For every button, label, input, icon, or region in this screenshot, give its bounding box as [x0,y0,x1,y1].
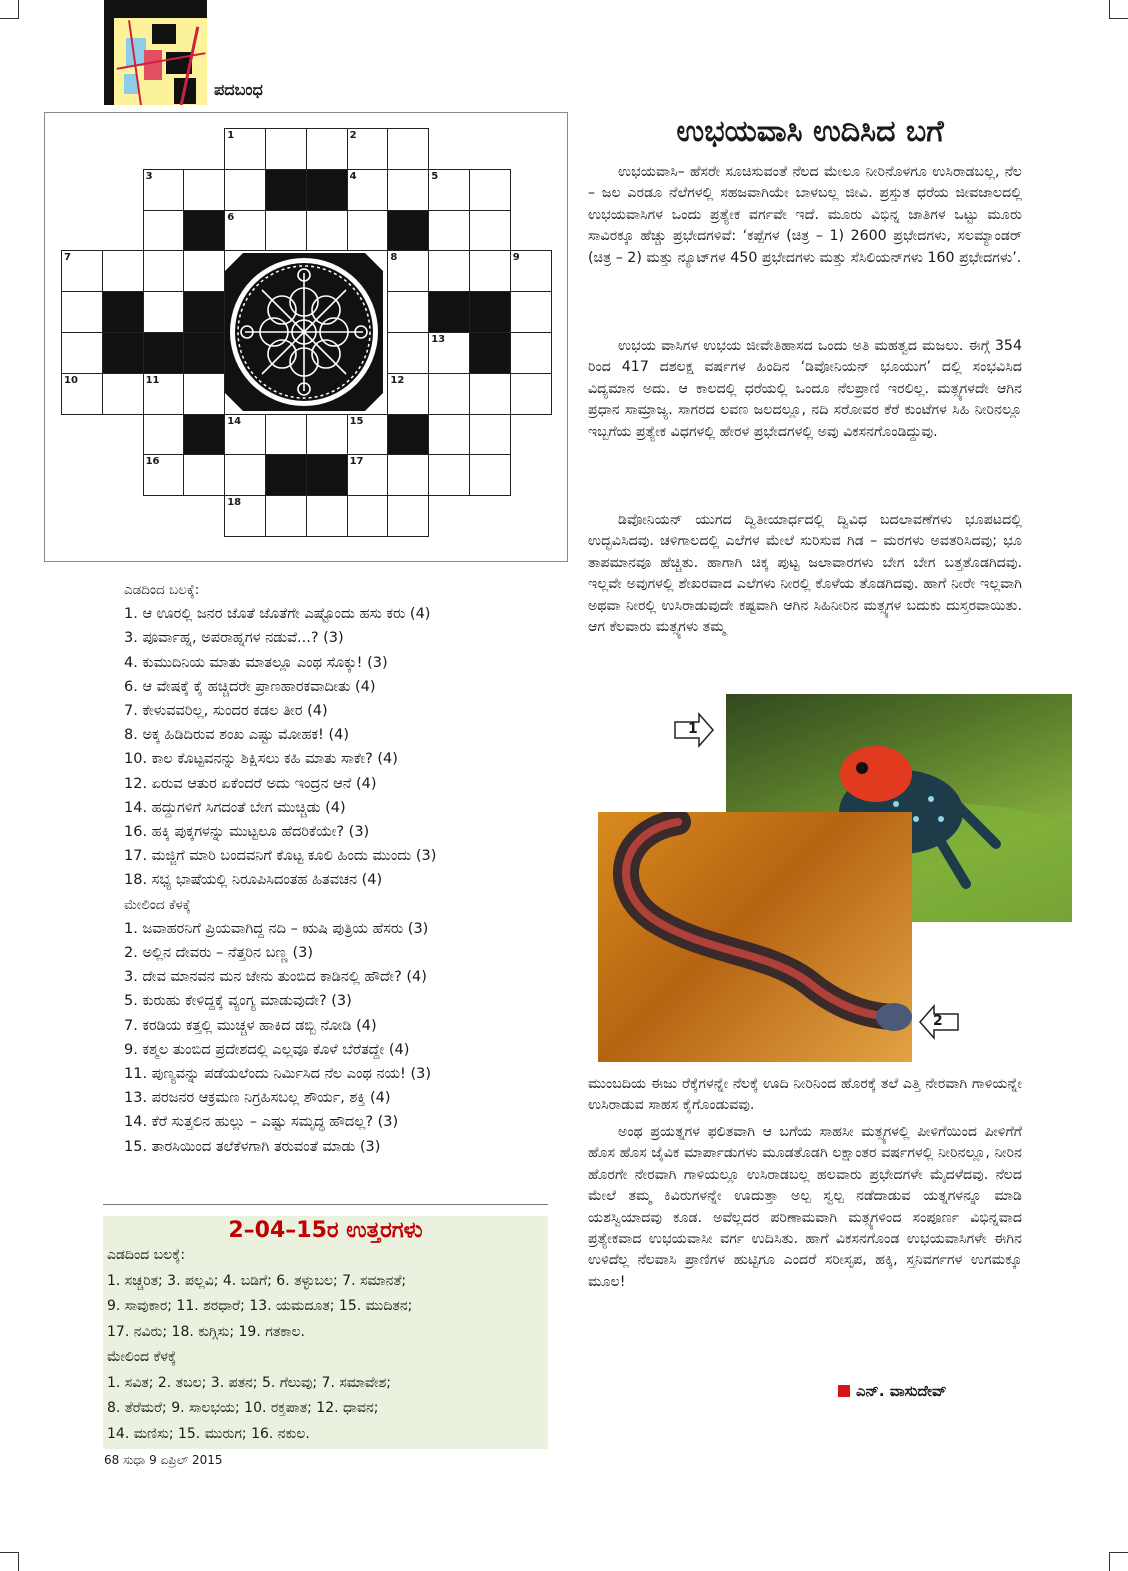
crossword-cell[interactable] [306,414,348,456]
crossword-block [102,291,144,333]
crossword-cell[interactable] [347,414,389,456]
crossword-cell[interactable] [143,169,185,211]
clue-number: 4 [349,170,357,182]
clue-item: 14. ಕೆರೆ ಸುತ್ತಲಿನ ಹುಲ್ಲು – ಎಷ್ಟು ಸಮೃದ್ಧ ಹೌದಲ್ಲ? (3) [124,1114,399,1131]
clue-number: 1 [227,130,235,141]
crossword-block [183,210,225,252]
crossword-cell[interactable] [143,414,185,456]
crossword-cell[interactable] [306,128,348,170]
crossword-block [469,291,511,333]
answers-down-line: 8. ತೆರೆಮರೆ; 9. ಸಾಲಭಯ; 10. ರಕ್ತಪಾತ; 12. ಧಾವನ; [107,1400,379,1416]
crossword-cell[interactable] [428,332,470,374]
crossword-cell[interactable] [102,373,144,415]
clue-item: 7. ಕೇಳುವವರಿಲ್ಲ, ಸುಂದರ ಕಡಲ ತೀರ (4) [124,703,328,720]
clue-number: 9 [512,252,520,264]
crossword-cell[interactable] [183,169,225,211]
crossword-cell[interactable] [183,373,225,415]
crossword-cell[interactable] [387,128,429,170]
clue-item: 16. ಹಕ್ಕಿ ಪುಕ್ಕಗಳನ್ನು ಮುಟ್ಟಲೂ ಹೆದರಿಕೆಯೇ? (3) [124,824,370,841]
article-paragraph: ಡಿವೋನಿಯನ್ ಯುಗದ ದ್ವಿತೀಯಾರ್ಧದಲ್ಲಿ ದ್ವಿವಿಧ ಬದಲಾವಣೆಗಳು ಭೂಪಟದಲ್ಲಿ ಉದ್ಭವಿಸಿದವು. ಚಳಿಗಾಲದಲ್ಲಿ ಎಲೆಗಳ ಮೇಲೆ ಸುರಿಸುವ ಗಿಡ – ಮರಗಳು ಅವತರಿಸಿದವು; ಭೂ ತಾಪಮಾನವೂ ಹೆಚ್ಚಿತು. ಹಾಗಾಗಿ ಚಿಕ್ಕ ಪುಟ್ಟ ಜಲಾವಾರಗಳು ಬೇಗ ಬೇಗ ಬತ್ತತೊಡಗಿದವು. ಇಲ್ಲವೇ ಅವುಗಳಲ್ಲಿ ಶೇಖರವಾದ ಎಲೆಗಳು ನೀರಲ್ಲಿ ಕೊಳೆಯ ತೊಡಗಿದವು. ಹಾಗೆ ನೀರೇ ಇಲ್ಲವಾಗಿ ಅಥವಾ ನೀರಲ್ಲಿ ಉಸಿರಾಡುವುದೇ ಕಷ್ಟವಾಗಿ ಆಗಿನ ಸಿಹಿನೀರಿನ ಮತ್ಸ್ಯಗಳ ಬದುಕು ದುಸ್ತರವಾಯಿತು. ಆಗ ಕೆಲವಾರು ಮತ್ಸ್ಯಗಳು ತಮ್ಮ [588,512,1022,636]
crossword-cell[interactable] [428,210,470,252]
crossword-cell[interactable] [428,169,470,211]
clue-item: 1. ಜವಾಹರನಿಗೆ ಪ್ರಿಯವಾಗಿದ್ದ ನದಿ – ಋಷಿ ಪುತ್ರಿಯ ಹೆಸರು (3) [124,920,429,937]
crossword-cell[interactable] [428,373,470,415]
crossword-cell[interactable] [224,454,266,496]
crossword-block [183,291,225,333]
crossword-cell[interactable] [387,169,429,211]
crossword-cell[interactable] [387,250,429,292]
crossword-cell[interactable] [469,414,511,456]
figure-2-marker [918,1004,960,1040]
across-clues-list [124,602,564,892]
crossword-cell[interactable] [61,332,103,374]
across-clues-title: ಎಡದಿಂದ ಬಲಕ್ಕೆ: [124,582,200,598]
crossword-cell[interactable] [469,454,511,496]
crossword-cell[interactable] [143,250,185,292]
clue-number: 12 [390,374,405,386]
clue-item: 11. ಪುಣ್ಯವನ್ನು ಪಡೆಯಲೆಂದು ನಿರ್ಮಿಸಿದ ನೆಲ ಎಂಥ ನಯ! (3) [124,1066,432,1083]
author-byline [838,1382,947,1400]
clue-item: 18. ಸಭ್ಯ ಭಾಷೆಯಲ್ಲಿ ನಿರೂಪಿಸಿದಂತಹ ಹಿತವಚನ (4) [124,872,383,889]
clue-item: 10. ಕಾಲ ಕೊಟ್ಟವನನ್ನು ಶಿಕ್ಷಿಸಲು ಕಹಿ ಮಾತು ಸಾಕೇ? (4) [124,751,398,768]
crossword-cell[interactable] [224,128,266,170]
crossword-cell[interactable] [306,495,348,537]
crop-mark-bottom-right [1109,1552,1128,1571]
clue-item: 1. ಆ ಊರಲ್ಲಿ ಜನರ ಜೊತೆ ಜೊತೆಗೇ ಎಷ್ಟೊಂದು ಹಸು ಕರು (4) [124,606,431,623]
author-name: ಎನ್. ವಾಸುದೇವ್ [856,1382,947,1400]
crossword-cell[interactable] [469,169,511,211]
crossword-cell[interactable] [102,250,144,292]
crossword-cell[interactable] [469,210,511,252]
author-marker-icon [838,1385,850,1397]
clue-item: 6. ಆ ವೇಷಕ್ಕೆ ಕೈ ಹಚ್ಚಿದರೇ ಪ್ರಾಣಹಾರಕವಾದೀತು (4) [124,678,376,695]
clue-number: 15 [349,415,364,427]
figure-2-label: 2 [933,1013,943,1029]
clue-item: 9. ಕಶ್ಮಲ ತುಂಬಿದ ಪ್ರದೇಶದಲ್ಲಿ ಎಲ್ಲವೂ ಕೊಳೆ ಬೆರೆತದ್ದೇ (4) [124,1041,410,1058]
answers-across-title: ಎಡದಿಂದ ಬಲಕ್ಕೆ: [107,1247,186,1263]
crossword-cell[interactable] [347,454,389,496]
crossword-cell[interactable] [183,454,225,496]
section-label: ಪದಬಂಧ [214,80,263,99]
article-paragraph: ಮುಂಬದಿಯ ಈಜು ರೆಕ್ಕೆಗಳನ್ನೇ ನೆಲಕ್ಕೆ ಊದಿ ನೀರಿನಿಂದ ಹೊರಕ್ಕೆ ತಲೆ ಎತ್ತಿ ನೇರವಾಗಿ ಗಾಳಿಯನ್ನೇ ಉಸಿರಾಡುವ ಸಾಹಸ ಕೈಗೊಂಡುವವು. [588,1076,1022,1114]
down-clues-list [124,917,564,1159]
clue-item: 5. ಕುರುಹು ಕೇಳಿದ್ದಕ್ಕೆ ವ್ಯಂಗ್ಯ ಮಾಡುವುದೇ? (3) [124,993,352,1010]
crossword-cell[interactable] [224,495,266,537]
crossword-cell[interactable] [183,250,225,292]
salamander-photo [598,812,912,1062]
crossword-cell[interactable] [347,210,389,252]
crossword-cell[interactable] [143,373,185,415]
clue-item: 3. ಪೂರ್ವಾಹ್ನ, ಅಪರಾಹ್ನಗಳ ನಡುವೆ...? (3) [124,630,344,647]
crossword-block [265,454,307,496]
clue-number: 14 [227,415,242,427]
clue-number: 6 [227,211,235,223]
crossword-cell[interactable] [387,373,429,415]
clue-number: 5 [431,170,439,182]
clue-item: 2. ಅಲ್ಲಿನ ದೇವರು – ನೆತ್ತರಿನ ಬಣ್ಣ (3) [124,945,313,962]
crossword-cell[interactable] [306,210,348,252]
crossword-cell[interactable] [61,373,103,415]
crossword-block [428,291,470,333]
clue-number: 8 [390,252,398,264]
clue-number: 11 [145,374,160,386]
clue-number: 16 [145,456,160,468]
article-paragraph: ಉಭಯವಾಸಿ– ಹೆಸರೇ ಸೂಚಿಸುವಂತೆ ನೆಲದ ಮೇಲೂ ನೀರಿನೊಳಗೂ ಉಸಿರಾಡಬಲ್ಲ, ನೆಲ – ಜಲ ಎರಡೂ ನೆಲೆಗಳಲ್ಲಿ ಸಹಜವಾಗಿಯೇ ಬಾಳಬಲ್ಲ ಜೀವಿ. ಪ್ರಸ್ತುತ ಧರೆಯ ಜೀವಜಾಲದಲ್ಲಿ ಉಭಯವಾಸಿಗಳ ಒಂದು ಪ್ರತ್ಯೇಕ ವರ್ಗವೇ ಇದೆ. ಮೂರು ವಿಭಿನ್ನ ಜಾತಿಗಳ ಒಟ್ಟು ಮೂರು ಸಾವಿರಕ್ಕೂ ಹೆಚ್ಚು ಪ್ರಭೇದಗಳಿವೆ: ‘ಕಪ್ಪೆಗಳ (ಚಿತ್ರ – 1) 2600 ಪ್ರಭೇದಗಳು, ಸಲಮ್ಯಾಂಡರ್ (ಚಿತ್ರ – 2) ಮತ್ತು ನ್ಯೂಟ್‌ಗಳ 450 ಪ್ರಭೇದಗಳು ಮತ್ತು ಸೆಸಿಲಿಯನ್‌ಗಳು 160 ಪ್ರಭೇದಗಳು’. [588,164,1022,266]
crossword-cell[interactable] [510,332,552,374]
clue-item: 14. ಹದ್ದುಗಳಿಗೆ ಸಿಗದಂತೆ ಬೇಗ ಮುಚ್ಚಿಡು (4) [124,799,346,816]
crossword-cell[interactable] [387,291,429,333]
clue-item: 17. ಮಜ್ಜಿಗೆ ಮಾರಿ ಬಂದವನಿಗೆ ಕೊಟ್ಟ ಕೂಲಿ ಹಿಂದು ಮುಂದು (3) [124,848,437,865]
crossword-cell[interactable] [265,495,307,537]
crossword-center-ornament [225,253,383,411]
clue-number: 3 [145,170,153,182]
crossword-cell[interactable] [265,414,307,456]
crossword-cell[interactable] [510,373,552,415]
down-clues-title: ಮೇಲಿಂದ ಕೆಳಕ್ಕೆ [124,896,191,913]
answers-down-line: 1. ಸವಿತ; 2. ತಬಲ; 3. ಪತನ; 5. ಗೆಲುವು; 7. ಸಮಾವೇಶ; [107,1374,392,1391]
crossword-cell[interactable] [510,291,552,333]
answers-down-line: 14. ಮಣಿಸು; 15. ಮುರುಗ; 16. ನಕುಲ. [107,1425,310,1442]
crossword-cell[interactable] [61,291,103,333]
crossword-block [306,454,348,496]
clue-item: 7. ಕರಡಿಯ ಕತ್ತಲ್ಲಿ ಮುಚ್ಚಳ ಹಾಕಿದ ಡಬ್ಬಿ ನೋಡಿ (4) [124,1017,377,1034]
crossword-cell[interactable] [143,454,185,496]
article-paragraph: ಅಂಥ ಪ್ರಯತ್ನಗಳ ಫಲಿತವಾಗಿ ಆ ಬಗೆಯ ಸಾಹಸೀ ಮತ್ಸ್ಯಗಳಲ್ಲಿ ಪೀಳಿಗೆಯಿಂದ ಪೀಳಿಗೆಗೆ ಹೊಸ ಹೊಸ ಜೈವಿಕ ಮಾರ್ಪಾಡುಗಳು ಮೂಡತೊಡಗಿ ಲಕ್ಷಾಂತರ ವರ್ಷಗಳಲ್ಲಿ ನೀರಿನಲ್ಲೂ, ನೀರಿನ ಹೊರಗೇ ನೇರವಾಗಿ ಗಾಳಿಯಲ್ಲೂ ಉಸಿರಾಡಬಲ್ಲ ಹಲವಾರು ಪ್ರಭೇದಗಳೇ ಮೈದಳೆದವು. ನೆಲದ ಮೇಲೆ ತಮ್ಮ ಕಿವಿರುಗಳನ್ನೇ ಊದುತ್ತಾ ಅಲ್ಪ ಸ್ವಲ್ಪ ನಡೆದಾಡುವ ಯತ್ನಗಳನ್ನೂ ಮಾಡಿ ಯಶಸ್ವಿಯಾದವು ಕೂಡ. ಅವೆಲ್ಲದರ ಪರಿಣಾಮವಾಗಿ ಮತ್ಸ್ಯಗಳಿಂದ ಸಂಪೂರ್ಣ ವಿಭಿನ್ನವಾದ ಪ್ರತ್ಯೇಕವಾದ ಉಭಯವಾಸೀ ವರ್ಗ ಉದಿಸಿತು. ಹಾಗೆ ವಿಕಸನಗೊಂಡ ಉಭಯವಾಸಿಗಳೇ ಈಗಿನ ಉಳಿದೆಲ್ಲ ನೆಲವಾಸಿ ಪ್ರಾಣಿಗಳ ಹುಟ್ಟಿಗೂ ಎಂದರೆ ಸರೀಸೃಪ, ಹಕ್ಕಿ, ಸ್ತನಿವರ್ಗಗಳ ಉಗಮಕ್ಕೂ ಮೂಲ! [588,1124,1022,1290]
crossword-cell[interactable] [347,495,389,537]
article-paragraph: ಉಭಯ ವಾಸಿಗಳ ಉಭಯ ಜೀವೇತಿಹಾಸದ ಒಂದು ಅತಿ ಮಹತ್ವದ ಮಜಲು. ಈಗ್ಗೆ 354 ರಿಂದ 417 ದಶಲಕ್ಷ ವರ್ಷಗಳ ಹಿಂದಿನ ‘ಡಿವೋನಿಯನ್ ಭೂಯುಗ’ ದಲ್ಲಿ ಸಂಭವಿಸಿದ ವಿದ್ಯಮಾನ ಅದು. ಆ ಕಾಲದಲ್ಲಿ ಧರೆಯಲ್ಲಿ ಒಂದೂ ನೆಲಪ್ರಾಣಿ ಇರಲಿಲ್ಲ. ಮತ್ಸ್ಯಗಳದೇ ಆಗಿನ ಪ್ರಧಾನ ಸಾಮ್ರಾಜ್ಯ. ಸಾಗರದ ಲವಣ ಜಲದಲ್ಲೂ, ನದಿ ಸರೋವರ ಕೆರೆ ಕುಂಟೆಗಳ ಸಿಹಿ ನೀರಿನಲ್ಲೂ ಇಬ್ಬಗೆಯ ಪ್ರತ್ಯೇಕ ವಿಧಗಳಲ್ಲಿ ಹೇರಳ ಪ್ರಭೇದಗಳಲ್ಲಿ ಅವು ವಿಕಸನಗೊಂಡಿದ್ದುವು. [588,338,1022,440]
crop-mark-bottom-left [0,1552,19,1571]
answers-across-line: 9. ಸಾವುಕಾರ; 11. ಶರಧಾರೆ; 13. ಯಮದೂತ; 15. ಮುದಿತನ; [107,1298,413,1314]
crop-mark-top-left [0,0,19,19]
crossword-block [387,210,429,252]
crossword-cell[interactable] [224,169,266,211]
article-title: ಉಭಯವಾಸಿ ಉದಿಸಿದ ಬಗೆ [676,114,944,149]
section-logo [104,0,207,105]
crossword-cell[interactable] [61,250,103,292]
crossword-block [102,332,144,374]
answers-box [103,1216,548,1449]
clue-number: 13 [431,334,446,345]
page-footer: 68 ಸುಧಾ 9 ಏಪ್ರಿಲ್ 2015 [104,1453,223,1467]
clue-item: 12. ಏರುವ ಆತುರ ಏಕೆಂದರೆ ಅದು ಇಂದ್ರನ ಆನೆ (4) [124,775,377,792]
crossword-cell[interactable] [469,373,511,415]
crossword-cell[interactable] [347,128,389,170]
crossword-cell[interactable] [428,454,470,496]
crossword-cell[interactable] [387,454,429,496]
crossword-clues [124,578,564,1159]
crossword-cell[interactable] [143,291,185,333]
crossword-block [143,332,185,374]
answers-down-title: ಮೇಲಿಂದ ಕೆಳಕ್ಕೆ [107,1349,177,1365]
clue-number: 7 [64,252,71,264]
clue-item: 4. ಕುಮುದಿನಿಯ ಮಾತು ಮಾತಲ್ಲೂ ಎಂಥ ಸೊಕ್ಕು! (3) [124,654,388,671]
clue-number: 17 [349,456,364,468]
answers-across-line: 17. ನವಿರು; 18. ಕುಗ್ಗಿಸು; 19. ಗತಕಾಲ. [107,1323,306,1340]
crossword-cell[interactable] [347,169,389,211]
crossword-block [306,169,348,211]
crossword-block [183,414,225,456]
ornament-pattern-icon [225,253,383,411]
crossword-block [265,169,307,211]
answers-across-line: 1. ಸಚ್ಚರಿತ; 3. ಪಲ್ಲವಿ; 4. ಬಡಿಗೆ; 6. ತಳ್ಳುಬಲ; 7. ಸಮಾನತೆ; [107,1272,407,1289]
clue-number: 2 [349,130,357,141]
answers-title: 2–04–15ರ ಉತ್ತರಗಳು [228,1218,423,1243]
figure-1-label: 1 [688,721,698,737]
crossword-cell[interactable] [387,495,429,537]
crossword-cell[interactable] [469,250,511,292]
crossword-block [183,332,225,374]
divider [103,1204,548,1205]
clue-number: 10 [64,374,78,386]
crossword-block [387,414,429,456]
crossword-cell[interactable] [510,250,552,292]
clue-item: 8. ಅಕ್ಕ ಹಿಡಿದಿರುವ ಶಂಖ ಎಷ್ಟು ಮೋಹಕ! (4) [124,727,349,744]
crossword-cell[interactable] [428,414,470,456]
crossword-block [469,332,511,374]
crossword-cell[interactable] [387,332,429,374]
crossword-cell[interactable] [428,250,470,292]
crossword-cell[interactable] [224,210,266,252]
clue-item: 15. ತಾರಸಿಯಿಂದ ತಲೆಕೆಳಗಾಗಿ ತರುವಂತೆ ಮಾಡು (3) [124,1138,381,1155]
crossword-cell[interactable] [224,414,266,456]
crossword-cell[interactable] [143,210,185,252]
crossword-cell[interactable] [265,210,307,252]
crop-mark-top-right [1109,0,1128,19]
clue-number: 18 [227,497,242,509]
clue-item: 13. ಪರಜನರ ಆಕ್ರಮಣ ನಿಗ್ರಹಿಸಬಲ್ಲ ಶೌರ್ಯ, ಶಕ್ತಿ (4) [124,1090,391,1107]
salamander-illustration-icon [598,812,912,1062]
clue-item: 3. ದೇವ ಮಾನವನ ಮನ ಜೇನು ತುಂಬಿದ ಕಾಡಿನಲ್ಲಿ ಹೌದೇ? (4) [124,969,427,986]
figure-1-marker [673,712,715,748]
crossword-cell[interactable] [265,128,307,170]
